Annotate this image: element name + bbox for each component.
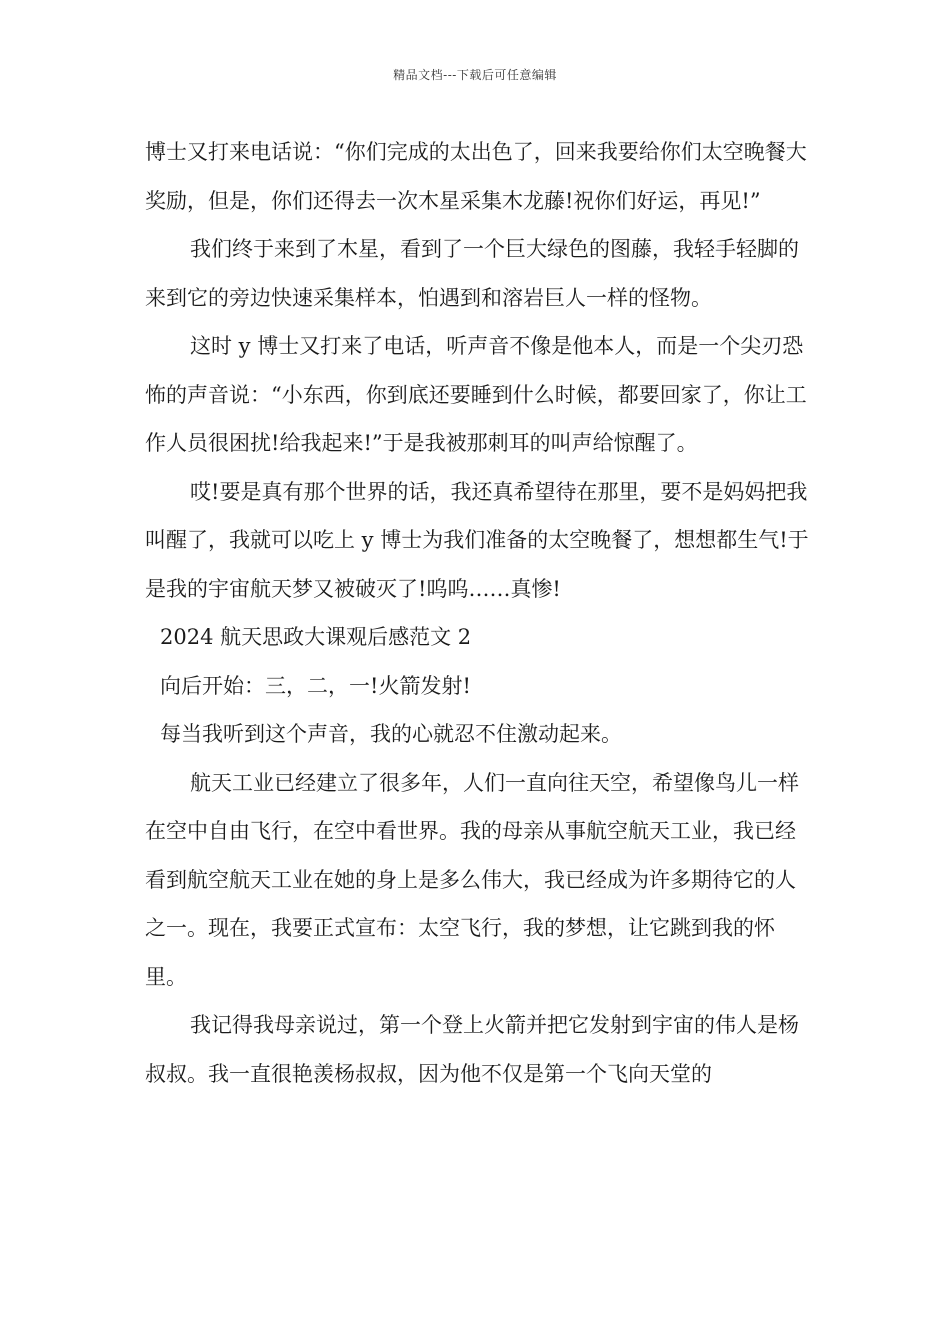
paragraph: 哎!要是真有那个世界的话，我还真希望待在那里，要不是妈妈把我叫醒了，我就可以吃上 y 博士为我们准备的太空晚餐了，想想都生气!于是我的宇宙航天梦又被破灭了!呜呜……真惨! xyxy=(145,479,809,601)
paragraph: 博士又打来电话说：“你们完成的太出色了，回来我要给你们太空晚餐大奖励，但是，你们还得去一次木星采集木龙藤!祝你们好运，再见!” xyxy=(145,140,807,213)
paragraph: 我们终于来到了木星，看到了一个巨大绿色的图藤，我轻手轻脚的来到它的旁边快速采集样本，怕遇到和溶岩巨人一样的怪物。 xyxy=(145,237,799,310)
document-body xyxy=(145,128,815,1098)
paragraph: 这时 y 博士又打来了电话，听声音不像是他本人，而是一个尖刃恐怖的声音说：“小东西，你到底还要睡到什么时候，都要回家了，你让工作人员很困扰!给我起来!”于是我被那刺耳的叫声给惊醒了。 xyxy=(145,334,807,455)
paragraph: 每当我听到这个声音，我的心就忍不住激动起来。 xyxy=(160,722,622,746)
section-title: 2024 航天思政大课观后感范文 2 xyxy=(160,625,472,649)
page-header: 精品文档---下载后可任意编辑 xyxy=(393,68,557,82)
paragraph: 航天工业已经建立了很多年，人们一直向往天空，希望像鸟儿一样在空中自由飞行，在空中看世界。我的母亲从事航空航天工业，我已经看到航空航天工业在她的身上是多么伟大，我已经成为许多期待它的人之一。现在，我要正式宣布：太空飞行，我的梦想，让它跳到我的怀里。 xyxy=(145,770,799,989)
paragraph: 我记得我母亲说过，第一个登上火箭并把它发射到宇宙的伟人是杨叔叔。我一直很艳羡杨叔叔，因为他不仅是第一个飞向天堂的 xyxy=(145,1013,799,1086)
paragraph: 向后开始：三，二，一!火箭发射! xyxy=(160,673,471,698)
